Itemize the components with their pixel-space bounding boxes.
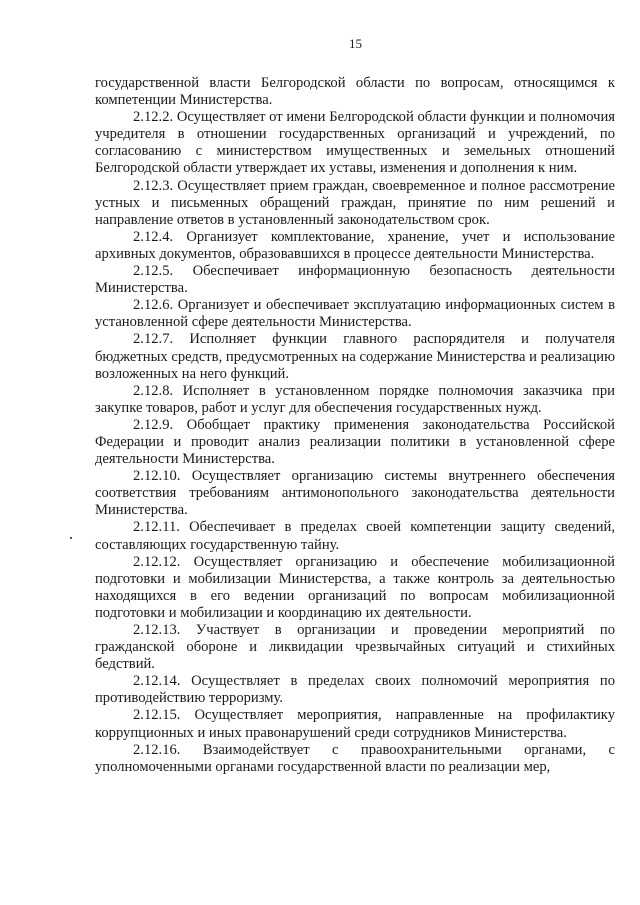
paragraph: 2.12.2. Осуществляет от имени Белгородской области функции и полномочия учредителя в отношении государственных организаций и учреждений, по согласованию с министерством имущественных и земельных отношений Белгородской области утверждает их уставы, изменения и дополнения к ним. — [95, 109, 615, 177]
page-number: 15 — [349, 36, 362, 51]
paragraph: 2.12.16. Взаимодействует с правоохранительными органами, с уполномоченными органами государственной власти по реализации мер, — [95, 741, 615, 775]
paragraph: 2.12.15. Осуществляет мероприятия, направленные на профилактику коррупционных и иных правонарушений среди сотрудников Министерства. — [95, 707, 615, 741]
paragraph: государственной власти Белгородской области по вопросам, относящимся к компетенции Министерства. — [95, 75, 615, 109]
paragraph: 2.12.7. Исполняет функции главного распорядителя и получателя бюджетных средств, предусмотренных на содержание Министерства и реализацию возложенных на него функций. — [95, 331, 615, 382]
paragraph: 2.12.10. Осуществляет организацию системы внутреннего обеспечения соответствия требованиям антимонопольного законодательства деятельности Министерства. — [95, 468, 615, 519]
paragraph: 2.12.8. Исполняет в установленном порядке полномочия заказчика при закупке товаров, работ и услуг для обеспечения государственных нужд. — [95, 382, 615, 416]
document-body — [95, 75, 615, 776]
paragraph: 2.12.11. Обеспечивает в пределах своей компетенции защиту сведений, составляющих государственную тайну. — [95, 519, 615, 553]
paragraph: 2.12.12. Осуществляет организацию и обеспечение мобилизационной подготовки и мобилизации Министерства, а также контроль за деятельностью находящихся в его ведении организаций по вопросам мобилизационной подготовки и мобилизации и координацию их деятельности. — [95, 553, 615, 621]
paragraph: 2.12.4. Организует комплектование, хранение, учет и использование архивных документов, образовавшихся в процессе деятельности Министерства. — [95, 228, 615, 262]
paragraph: 2.12.3. Осуществляет прием граждан, своевременное и полное рассмотрение устных и письменных обращений граждан, принятие по ним решений и направление ответов в установленный законодательством срок. — [95, 177, 615, 228]
paragraph: 2.12.13. Участвует в организации и проведении мероприятий по гражданской обороне и ликвидации чрезвычайных ситуаций и стихийных бедствий. — [95, 622, 615, 673]
paragraph: 2.12.14. Осуществляет в пределах своих полномочий мероприятия по противодействию терроризму. — [95, 673, 615, 707]
margin-mark — [70, 537, 72, 539]
paragraph: 2.12.9. Обобщает практику применения законодательства Российской Федерации и проводит анализ реализации политики в установленной сфере деятельности Министерства. — [95, 416, 615, 468]
paragraph: 2.12.6. Организует и обеспечивает эксплуатацию информационных систем в установленной сфере деятельности Министерства. — [95, 297, 615, 331]
paragraph: 2.12.5. Обеспечивает информационную безопасность деятельности Министерства. — [95, 263, 615, 297]
